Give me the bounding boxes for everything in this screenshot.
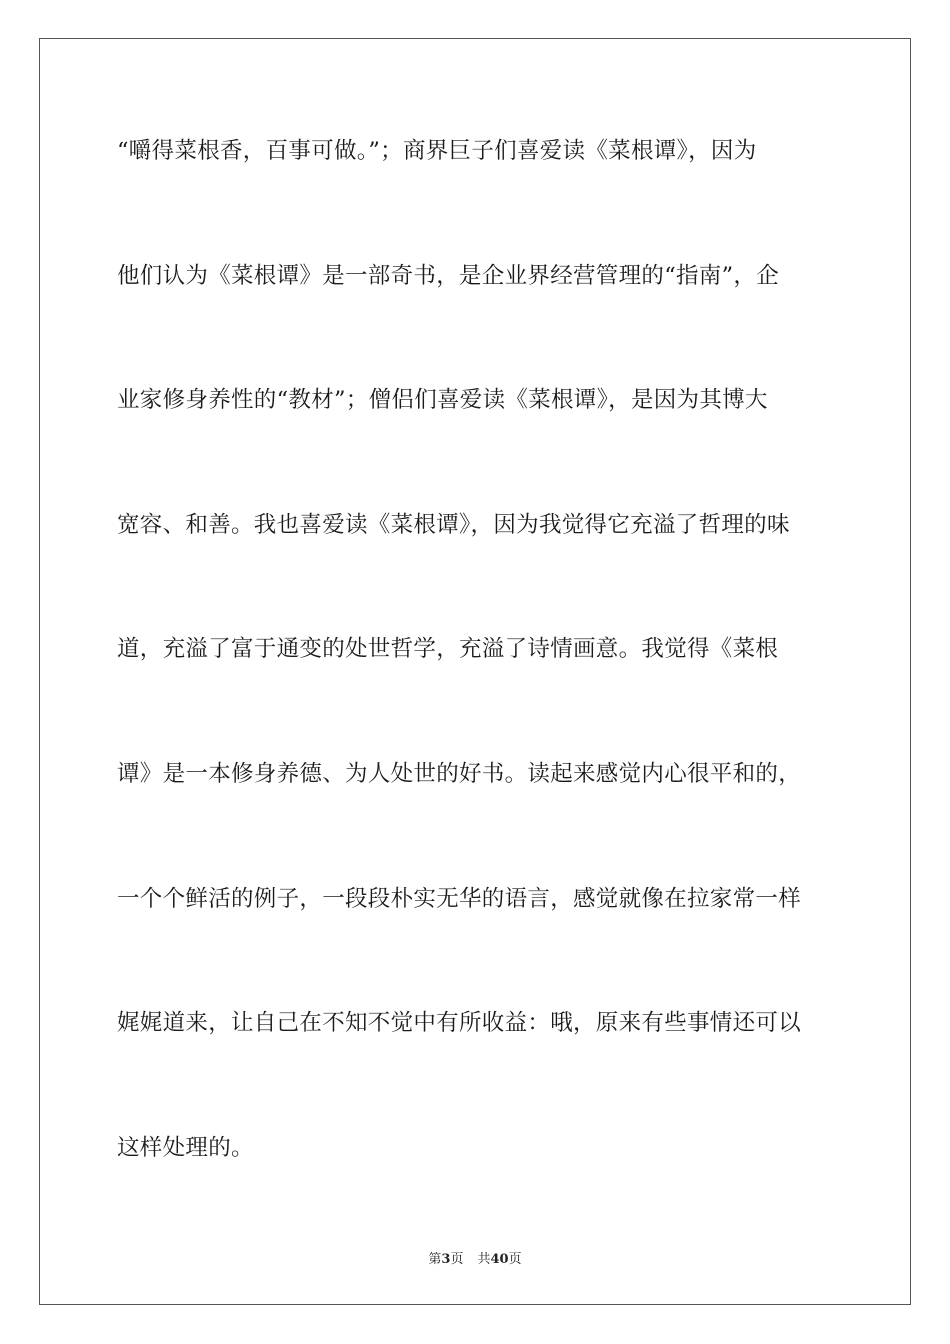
text-line: 娓娓道来，让自己在不知不觉中有所收益：哦，原来有些事情还可以 xyxy=(117,1010,802,1037)
total-pages: 40 xyxy=(490,1252,509,1267)
total-prefix: 共 xyxy=(477,1252,491,1267)
page-prefix: 第 xyxy=(428,1252,442,1267)
text-line: 业家修身养性的“教材”；僧侣们喜爱读《菜根谭》，是因为其博大 xyxy=(117,387,768,414)
text-line: “嚼得菜根香，百事可做。”；商界巨子们喜爱读《菜根谭》，因为 xyxy=(117,138,757,164)
total-suffix: 页 xyxy=(508,1252,522,1267)
text-line: 谭》是一本修身养德、为人处世的好书。读起来感觉内心很平和的， xyxy=(117,760,802,787)
text-line: 这样处理的。 xyxy=(117,1134,254,1161)
text-line: 一个个鲜活的例子，一段段朴实无华的语言，感觉就像在拉家常一样 xyxy=(117,885,802,912)
page-number: 3 xyxy=(441,1252,451,1267)
text-line: 道，充溢了富于通变的处世哲学，充溢了诗情画意。我觉得《菜根 xyxy=(117,636,779,663)
document-body xyxy=(117,127,837,1248)
page-footer xyxy=(0,1248,950,1267)
text-line: 他们认为《菜根谭》是一部奇书，是企业界经营管理的“指南”，企 xyxy=(117,262,780,289)
page-suffix: 页 xyxy=(450,1252,464,1267)
text-line: 宽容、和善。我也喜爱读《菜根谭》，因为我觉得它充溢了哲理的味 xyxy=(117,511,790,538)
